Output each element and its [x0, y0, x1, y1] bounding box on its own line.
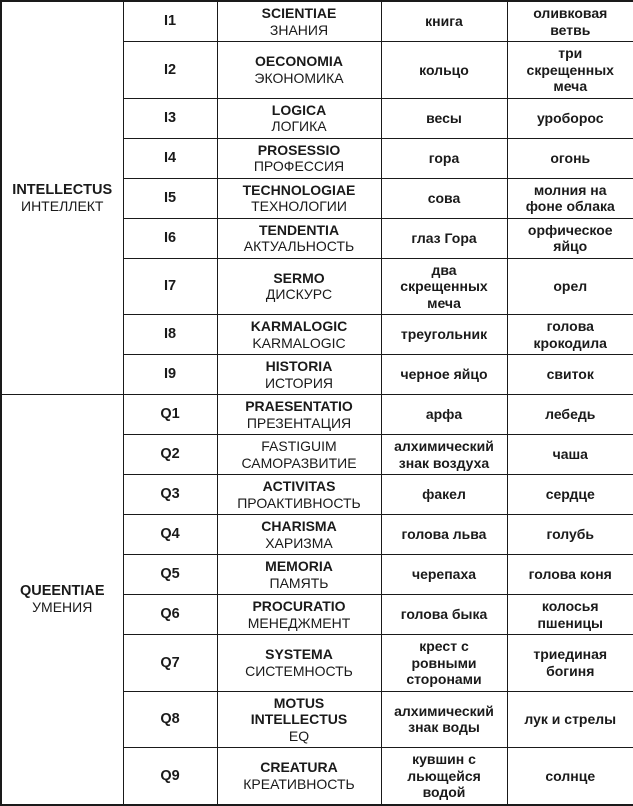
- symbol-cell: гора: [381, 138, 507, 178]
- symbol2-cell: голова крокодила: [507, 315, 633, 355]
- symbol-cell: глаз Гора: [381, 218, 507, 258]
- name-latin: TENDENTIA: [258, 221, 340, 238]
- name-russian: КРЕАТИВНОСТЬ: [243, 775, 355, 792]
- name-latin: ACTIVITAS: [262, 478, 336, 494]
- name-latin: OECONOMIA: [255, 53, 343, 70]
- name-cell: [217, 515, 381, 555]
- row-code: Q5: [123, 555, 217, 595]
- symbol2-cell: три скрещенных меча: [507, 42, 633, 99]
- name-cell: [217, 218, 381, 258]
- symbol2-cell: оливковая ветвь: [507, 1, 633, 42]
- name-cell: [217, 595, 381, 635]
- name-latin: CHARISMA: [261, 518, 337, 534]
- name-russian: СИСТЕМНОСТЬ: [245, 662, 353, 679]
- symbol2-cell: голубь: [507, 515, 633, 555]
- row-code: I3: [123, 98, 217, 138]
- table-row: [1, 1, 633, 42]
- row-code: I1: [123, 1, 217, 42]
- name-latin: PRAESENTATIO: [245, 398, 353, 414]
- symbol2-cell: свиток: [507, 355, 633, 395]
- symbol-cell: арфа: [381, 395, 507, 435]
- name-latin: MOTUS INTELLECTUS: [250, 694, 348, 727]
- row-code: Q3: [123, 475, 217, 515]
- name-russian: ИСТОРИЯ: [264, 374, 334, 391]
- symbol-cell: кольцо: [381, 42, 507, 99]
- name-latin: MEMORIA: [265, 558, 333, 574]
- name-latin: CREATURA: [260, 759, 338, 776]
- symbol-cell: факел: [381, 475, 507, 515]
- group-russian-label: УМЕНИЯ: [32, 599, 93, 616]
- name-russian: ЛОГИКА: [271, 118, 327, 134]
- name-cell: [217, 475, 381, 515]
- name-cell: [217, 98, 381, 138]
- name-latin: HISTORIA: [265, 358, 333, 374]
- row-code: I9: [123, 355, 217, 395]
- symbol-cell: алхимический знак воды: [381, 691, 507, 748]
- symbol-cell: два скрещенных меча: [381, 258, 507, 315]
- name-cell: [217, 42, 381, 99]
- name-russian: ПРОАКТИВНОСТЬ: [237, 494, 361, 511]
- name-russian: МЕНЕДЖМЕНТ: [247, 614, 351, 631]
- row-code: Q6: [123, 595, 217, 635]
- name-latin: FASTIGUIM: [261, 438, 337, 454]
- symbol2-cell: чаша: [507, 435, 633, 475]
- row-code: I2: [123, 42, 217, 99]
- name-cell: [217, 355, 381, 395]
- symbol2-cell: лук и стрелы: [507, 691, 633, 748]
- symbol2-cell: орфическое яйцо: [507, 218, 633, 258]
- name-cell: [217, 691, 381, 748]
- name-russian: ПАМЯТЬ: [269, 574, 329, 591]
- symbol-cell: книга: [381, 1, 507, 42]
- symbol-cell: алхимический знак воздуха: [381, 435, 507, 475]
- name-latin: PROSESSIO: [257, 141, 341, 158]
- row-code: Q8: [123, 691, 217, 748]
- group-latin-label: QUEENTIAE: [19, 582, 105, 599]
- group-russian-label: ИНТЕЛЛЕКТ: [21, 198, 104, 214]
- name-latin: KARMALOGIC: [250, 318, 348, 334]
- symbol-cell: крест с ровными сторонами: [381, 635, 507, 692]
- name-russian: ПРОФЕССИЯ: [253, 158, 345, 174]
- symbol2-cell: солнце: [507, 748, 633, 805]
- table-row: [1, 395, 633, 435]
- name-russian: ЭКОНОМИКА: [254, 69, 344, 86]
- category-group-cell: [1, 1, 123, 395]
- symbol2-cell: огонь: [507, 138, 633, 178]
- symbol2-cell: уроборос: [507, 98, 633, 138]
- name-cell: [217, 258, 381, 315]
- name-russian: ТЕХНОЛОГИИ: [251, 198, 347, 214]
- symbol-cell: весы: [381, 98, 507, 138]
- row-code: I4: [123, 138, 217, 178]
- name-latin: SCIENTIAE: [261, 5, 337, 21]
- row-code: Q7: [123, 635, 217, 692]
- name-russian: ПРЕЗЕНТАЦИЯ: [246, 414, 352, 431]
- symbol2-cell: колосья пшеницы: [507, 595, 633, 635]
- symbol-cell: треугольник: [381, 315, 507, 355]
- symbol-cell: кувшин с льющейся водой: [381, 748, 507, 805]
- category-group-cell: [1, 395, 123, 805]
- row-code: Q9: [123, 748, 217, 805]
- name-russian: EQ: [288, 727, 310, 744]
- name-cell: [217, 315, 381, 355]
- name-cell: [217, 748, 381, 805]
- symbol2-cell: голова коня: [507, 555, 633, 595]
- name-cell: [217, 395, 381, 435]
- name-cell: [217, 635, 381, 692]
- name-russian: ЗНАНИЯ: [269, 21, 329, 38]
- name-latin: TECHNOLOGIAE: [242, 181, 356, 198]
- name-russian: ДИСКУРС: [265, 286, 333, 303]
- row-code: I7: [123, 258, 217, 315]
- symbol-cell: черепаха: [381, 555, 507, 595]
- name-russian: KARMALOGIC: [252, 334, 346, 351]
- row-code: Q2: [123, 435, 217, 475]
- name-cell: [217, 178, 381, 218]
- symbol2-cell: орел: [507, 258, 633, 315]
- symbol-cell: сова: [381, 178, 507, 218]
- row-code: Q1: [123, 395, 217, 435]
- symbol2-cell: лебедь: [507, 395, 633, 435]
- name-latin: PROCURATIO: [252, 598, 346, 614]
- row-code: I6: [123, 218, 217, 258]
- symbol2-cell: сердце: [507, 475, 633, 515]
- name-cell: [217, 1, 381, 42]
- row-code: Q4: [123, 515, 217, 555]
- name-russian: ХАРИЗМА: [265, 534, 333, 551]
- symbol-cell: голова быка: [381, 595, 507, 635]
- group-latin-label: INTELLECTUS: [12, 181, 113, 198]
- name-russian: САМОРАЗВИТИЕ: [241, 454, 357, 471]
- name-cell: [217, 138, 381, 178]
- row-code: I8: [123, 315, 217, 355]
- symbol-cell: голова льва: [381, 515, 507, 555]
- name-russian: АКТУАЛЬНОСТЬ: [243, 238, 355, 254]
- name-cell: [217, 555, 381, 595]
- row-code: I5: [123, 178, 217, 218]
- name-latin: SERMO: [273, 269, 325, 286]
- name-latin: SYSTEMA: [265, 646, 333, 663]
- symbol2-cell: триединая богиня: [507, 635, 633, 692]
- symbol-cell: черное яйцо: [381, 355, 507, 395]
- name-cell: [217, 435, 381, 475]
- symbol2-cell: молния на фоне облака: [507, 178, 633, 218]
- name-latin: LOGICA: [271, 101, 327, 118]
